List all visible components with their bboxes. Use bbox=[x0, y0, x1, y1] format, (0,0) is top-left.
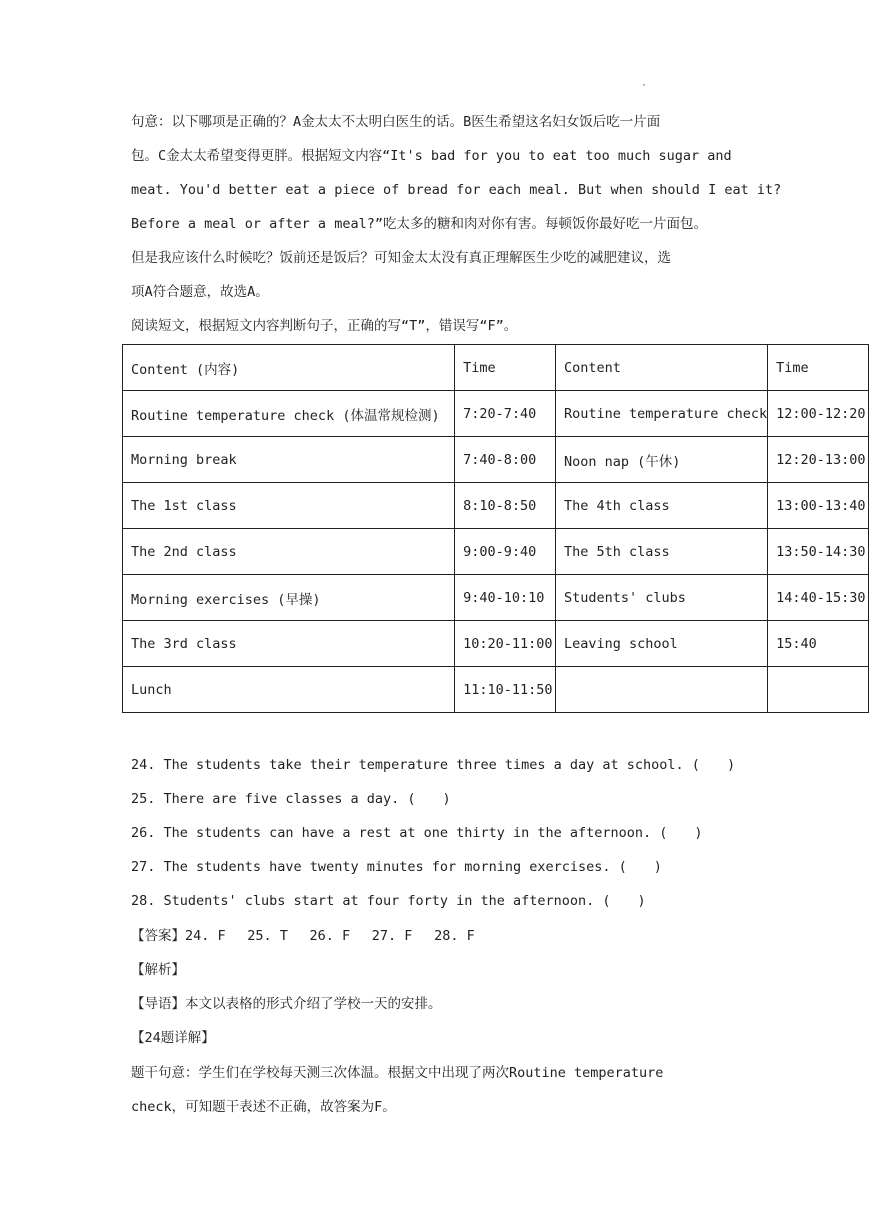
header-mark: · bbox=[641, 80, 648, 91]
table-cell: Morning exercises (早操) bbox=[123, 575, 455, 621]
instruction-text: 阅读短文，根据短文内容判断句子，正确的写“T”，错误写“F”。 bbox=[131, 318, 518, 334]
table-cell: 11:10-11:50 bbox=[455, 667, 556, 713]
table-header-row bbox=[123, 345, 869, 391]
table-cell: The 3rd class bbox=[123, 621, 455, 667]
table-cell: 9:00-9:40 bbox=[455, 529, 556, 575]
q24-explanation-line: check，可知题干表述不正确，故答案为F。 bbox=[131, 1099, 396, 1115]
table-cell bbox=[768, 667, 869, 713]
explanation-line: Before a meal or after a meal?”吃太多的糖和肉对你有害。每顿饭你最好吃一片面包。 bbox=[131, 216, 707, 232]
table-cell: 7:20-7:40 bbox=[455, 391, 556, 437]
table-cell: 8:10-8:50 bbox=[455, 483, 556, 529]
explanation-line: 包。C金太太希望变得更胖。根据短文内容“It's bad for you to eat too much sugar and bbox=[131, 148, 732, 164]
table-cell: The 5th class bbox=[555, 529, 767, 575]
question-26: 26. The students can have a rest at one thirty in the afternoon. ( ) bbox=[131, 825, 703, 841]
table-cell: 9:40-10:10 bbox=[455, 575, 556, 621]
table-row bbox=[123, 575, 869, 621]
table-cell: Noon nap (午休) bbox=[555, 437, 767, 483]
table-cell: Leaving school bbox=[555, 621, 767, 667]
table-cell: 10:20-11:00 bbox=[455, 621, 556, 667]
table-cell bbox=[555, 667, 767, 713]
q24-explanation-line: 题干句意：学生们在学校每天测三次体温。根据文中出现了两次Routine temperature bbox=[131, 1065, 664, 1081]
table-row bbox=[123, 529, 869, 575]
table-cell: The 4th class bbox=[555, 483, 767, 529]
table-row bbox=[123, 483, 869, 529]
header-cell: Time bbox=[768, 345, 869, 391]
explanation-line: meat. You'd better eat a piece of bread for each meal. But when should I eat it? bbox=[131, 182, 782, 198]
question-25: 25. There are five classes a day. ( ) bbox=[131, 791, 451, 807]
header-cell: Content bbox=[555, 345, 767, 391]
table-cell: 12:20-13:00 bbox=[768, 437, 869, 483]
header-cell: Content (内容) bbox=[123, 345, 455, 391]
question-27: 27. The students have twenty minutes for morning exercises. ( ) bbox=[131, 859, 662, 875]
table-cell: The 2nd class bbox=[123, 529, 455, 575]
table-cell: 13:50-14:30 bbox=[768, 529, 869, 575]
table-cell: Morning break bbox=[123, 437, 455, 483]
table-row bbox=[123, 437, 869, 483]
explanation-line: 句意：以下哪项是正确的？A金太太不太明白医生的话。B医生希望这名妇女饭后吃一片面 bbox=[131, 114, 661, 130]
explanation-line: 项A符合题意，故选A。 bbox=[131, 284, 269, 300]
question-28: 28. Students' clubs start at four forty in the afternoon. ( ) bbox=[131, 893, 646, 909]
guide-text: 【导语】本文以表格的形式介绍了学校一天的安排。 bbox=[131, 996, 442, 1012]
table-cell: 12:00-12:20 bbox=[768, 391, 869, 437]
table-cell: Students' clubs bbox=[555, 575, 767, 621]
table-cell: Lunch bbox=[123, 667, 455, 713]
table-cell: 13:00-13:40 bbox=[768, 483, 869, 529]
schedule-table bbox=[122, 344, 869, 713]
table-cell: 14:40-15:30 bbox=[768, 575, 869, 621]
table-cell: Routine temperature check (体温常规检测) bbox=[123, 391, 455, 437]
question-24: 24. The students take their temperature three times a day at school. ( ) bbox=[131, 757, 736, 773]
analysis-label: 【解析】 bbox=[131, 962, 185, 978]
table-row bbox=[123, 667, 869, 713]
table-row bbox=[123, 621, 869, 667]
table-cell: The 1st class bbox=[123, 483, 455, 529]
header-cell: Time bbox=[455, 345, 556, 391]
explanation-line: 但是我应该什么时候吃？饭前还是饭后？可知金太太没有真正理解医生少吃的减肥建议，选 bbox=[131, 250, 671, 266]
q24-title: 【24题详解】 bbox=[131, 1030, 215, 1046]
table-cell: Routine temperature check bbox=[555, 391, 767, 437]
table-row bbox=[123, 391, 869, 437]
table-cell: 7:40-8:00 bbox=[455, 437, 556, 483]
answer-line: 【答案】24. F 25. T 26. F 27. F 28. F bbox=[131, 928, 475, 944]
table-cell: 15:40 bbox=[768, 621, 869, 667]
